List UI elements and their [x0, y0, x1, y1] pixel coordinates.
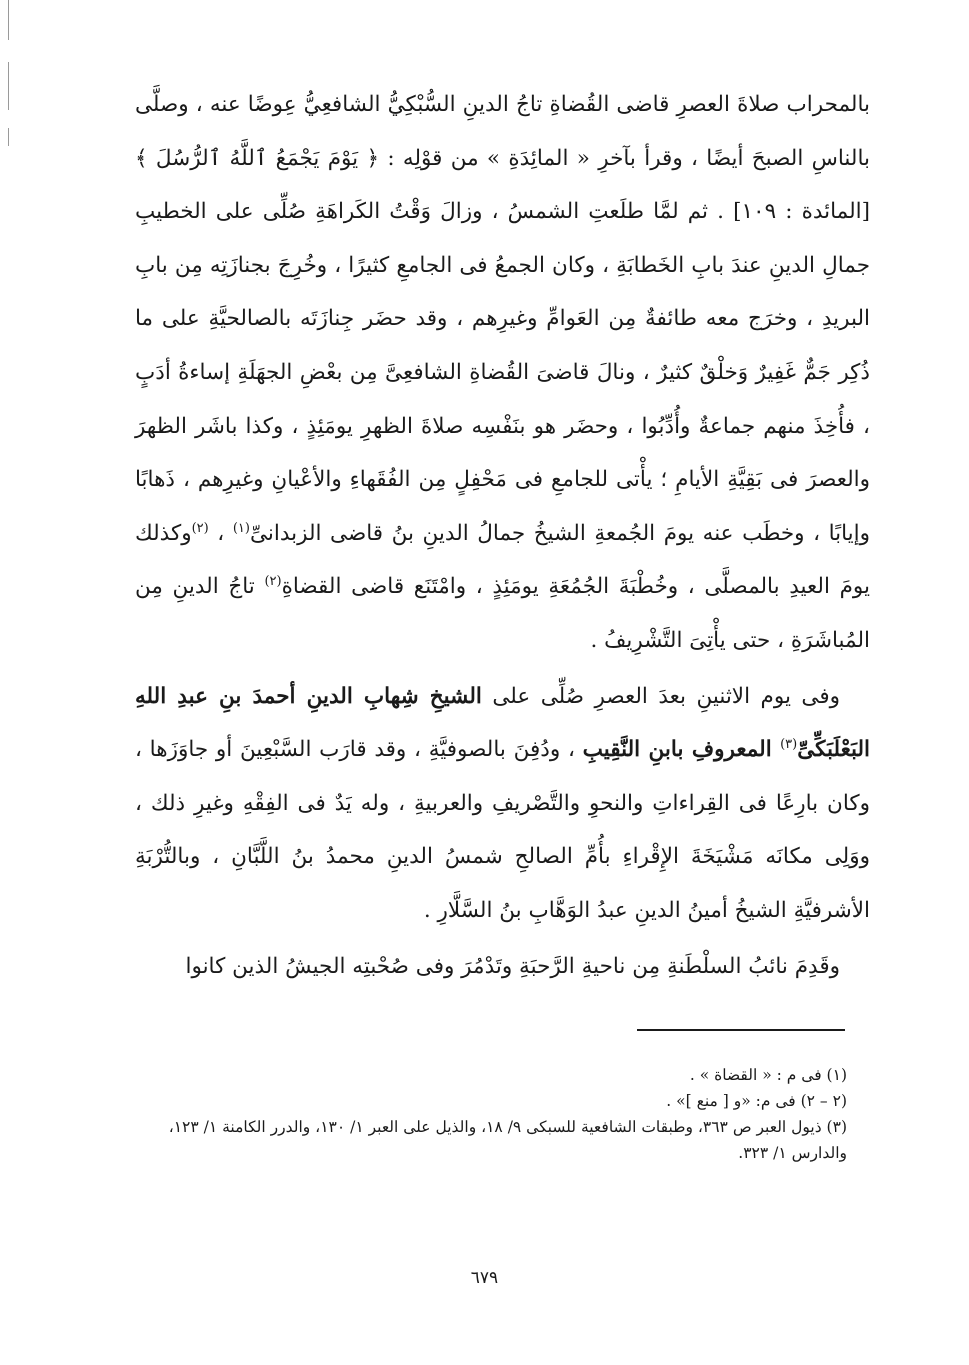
- footnote-ref-2-open: (٢): [191, 520, 209, 536]
- paragraph-1-text: بالمحراب صلاةَ العصرِ قاضى القُضاةِ تاجُ الدينِ السُّبْكِيُّ الشافعِيُّ عِوضًا عنه ، وصلَّى بالناسِ الصبحَ أيضًا ، وقرأ بآخرِ « المائِدَةِ » من قوْلِه : ﴿ يَوْمَ يَجْمَعُ ٱللَّهُ ٱلرُّسُلَ ﴾ [المائدة : ١٠٩] . ثم لمَّا طلَعتِ الشمسُ ، وزالَ وَقْتُ الكَراهَةِ صُلِّى على الخطيبِ جمالِ الدينِ عندَ بابِ الخَطابَةِ ، وكان الجمعُ فى الجامعِ كثيرًا ، وخُرِجَ بجنازَتِه مِن بابِ البريدِ ، وخرَج معه طائفةٌ مِن العَوامِّ وغيرِهم ، وقد حضَر جِنازَتَه بالصالحيَّةِ على ما ذُكِر جَمٌّ غَفِيرٌ وَخلْقٌ كثيرٌ ، ونالَ قاضىَ القُضاةِ الشافعِىَّ مِن بعْضِ الجهَلَةِ إساءةُ أدَبٍ ، فأُخِذَ منهم جماعةٌ وأُدِّبُوا ، وحضَر هو بنَفْسِه صلاةَ الظهرِ يومَئِذٍ ، وكذا باشَر الظهرَ والعصرَ فى بَقِيَّةِ الأيامِ ؛ يأْتى للجامعِ فى مَحْفِلٍ مِن الفُقَهاءِ والأعْيانِ وغيرِهم ، ذَهابًا وإيابًا ، وخطَب عنه يومَ الجُمعةِ الشيخُ جمالُ الدينِ بنُ قاضى الزبدانىِّ: [135, 92, 871, 546]
- paragraph-2: [135, 670, 870, 938]
- footnote-separator: [637, 1029, 845, 1031]
- paragraph-1-separator: ،: [208, 520, 233, 546]
- footnote-1: (١) فى م : « القضاة » .: [689, 1066, 847, 1084]
- page-number: ٦٧٩: [470, 1268, 499, 1288]
- paragraph-2-text-2: ، ودُفِنَ بالصوفيَّةِ ، وقد قارَب السَّبْعِينَ أو جاوَزَها ، وكان بارِعًا فى القِراءاتِ والنحوِ والتَّصْريفِ والعربيةِ ، وله يَدٌ فى الفِقْهِ وغيرِ ذلك ، ووَلِى مكانَه مَشْيَخَةَ الإِقْراءِ بأُمِّ الصالحِ شمسُ الدينِ محمدُ بنُ اللَّبَّانِ ، وبالتُّرْبَةِ الأشرفيَّةِ الشيخُ أمينُ الدينِ عبدُ الوَهَّابِ بنُ السَّلَّارِ .: [135, 737, 870, 923]
- footnote-3: (٣) ذيول العبر ص ٣٦٣، وطبقات الشافعية للسبكى ٩/ ١٨، والذيل على العبر ١/ ١٣٠، والدرر الكامنة ١/ ١٢٣، والدارس ١/ ٣٢٣.: [168, 1118, 847, 1162]
- footnotes: [135, 1062, 847, 1166]
- paragraph-3: [135, 940, 870, 994]
- main-text: [135, 78, 870, 993]
- footnote-ref-3: (٣): [780, 736, 798, 752]
- paragraph-3-text: وقَدِمَ نائبُ السلْطَنةِ مِن ناحيةِ الرَّحبَةِ وتَدْمُرَ وفى صُحْبتِه الجيشُ الذين كانوا: [185, 953, 840, 979]
- margin-line-middle: [8, 62, 9, 110]
- person-nickname: المعروفِ بابنِ النَّقِيبِ: [582, 737, 781, 763]
- person-name: الشيخِ شِهابِ الدينِ أحمدَ بنِ عبدِ اللهِ البَعْلَبَكِّىِّ: [135, 683, 871, 763]
- paragraph-1-text-3: تاجُ الدينِ مِن المُباشَرَةِ ، حتى يأْتِىَ التَّشْرِيفُ .: [135, 574, 870, 653]
- margin-line-top: [8, 0, 9, 40]
- paragraph-1-text-2: وكذلك يومَ العيدِ بالمصلَّى ، وخُطْبَةَ الجُمُعَةِ يومَئِذٍ ، وامْتَنَع قاضى القضاةِ: [135, 520, 870, 600]
- paragraph-2-text: وفى يوم الاثنينِ بعدَ العصرِ صُلِّى على: [481, 683, 840, 709]
- footnote-2: (٢ – ٢) فى م: «و [ منع ]» .: [666, 1092, 847, 1110]
- paragraph-1: [135, 78, 870, 668]
- margin-line-lower: [8, 128, 9, 146]
- footnote-ref-2-close: (٢): [264, 574, 282, 590]
- footnote-ref-1: (١): [232, 520, 250, 536]
